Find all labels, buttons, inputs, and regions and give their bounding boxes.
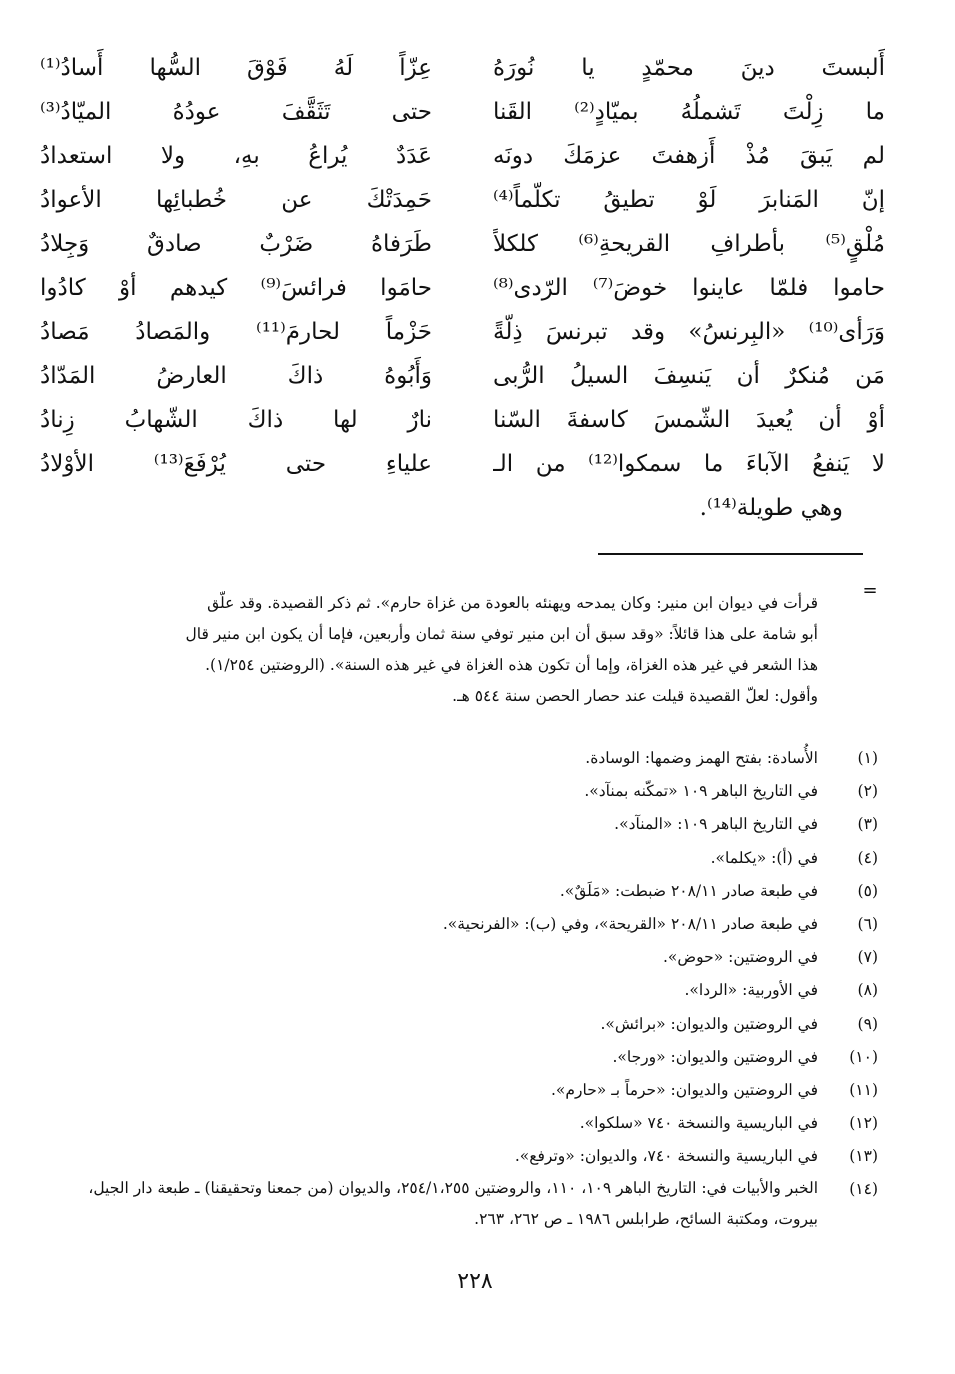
verse-first-hemistich: مُلْقٍ⁽⁵⁾ بأطرافِ القريحةِ⁽⁶⁾ كلكلاً [493, 231, 885, 257]
footnote-continuation [68, 588, 818, 712]
verse-first-hemistich: أَلبستَ دينَ محمّدٍ يا نُورَهُ [493, 55, 885, 81]
footnote-text: في الروضتين: «حوض». [662, 948, 818, 967]
footnote-item [62, 1140, 878, 1173]
verse-first-hemistich: أوْ أن يُعيدَ الشّمسَ كاسفةَ السّنا [493, 407, 885, 433]
footnote-text: في التاريخ الباهر ١٠٩: «المنآد». [614, 815, 818, 834]
footnote-text: الأُسادة: بفتح الهمز وضمها: الوسادة. [585, 749, 818, 767]
verse-second-hemistich: عَدَدٌ يُراعُ بهِ، ولا استعدادُ [40, 143, 432, 169]
footnote-text: في الروضتين والديوان: «ورجا». [612, 1047, 818, 1066]
footnote-item [62, 1041, 878, 1074]
footnote-number: (٢) [857, 782, 878, 801]
poem-verse [40, 268, 885, 308]
poem-verse [40, 400, 885, 440]
footnote-number: (١) [857, 749, 878, 767]
verse-second-hemistich: حتى تَثَقَّفَ عودُهُ الميّادُ⁽³⁾ [40, 99, 432, 125]
footnote-continuation-line: وأقول: لعلّ القصيدة قيلت عند حصار الحصن سنة ٥٤٤ هـ. [452, 687, 818, 705]
verse-second-hemistich: نارٌ لها ذاكَ الشّهابُ زِنادُ [40, 407, 432, 433]
footnote-number: (١٣) [849, 1147, 878, 1166]
footnote-separator [598, 553, 863, 555]
footnote-number: (٤) [857, 848, 878, 867]
footnote-number: (١٠) [849, 1047, 878, 1066]
verse-second-hemistich: حَزْماً لحارمَ⁽¹¹⁾ والمَصادُ مَصادُ [40, 319, 432, 345]
poem-verse [40, 444, 885, 484]
footnote-number: (٩) [857, 1014, 878, 1033]
footnote-item [62, 974, 878, 1007]
poem-verse [40, 136, 885, 176]
footnotes-list [62, 742, 878, 1235]
footnote-number: (١٢) [849, 1114, 878, 1133]
verse-first-hemistich: مَن مُنكرٌ أن يَنسِفَ السيلُ الرُّبى [493, 363, 885, 389]
poem-block [40, 48, 885, 528]
footnote-number: (٥) [857, 881, 878, 900]
footnote-item [62, 941, 878, 974]
poem-closing-line [40, 488, 885, 528]
verse-second-hemistich: علياءِ حتى يُرْفَعَ⁽¹³⁾ الأوْلادُ [40, 451, 432, 477]
footnote-number: (٣) [857, 815, 878, 834]
verse-first-hemistich: إنّ المَنابرَ لَوْ تطيقُ تكلّماً⁽⁴⁾ [493, 187, 885, 213]
verse-second-hemistich: وَأَبُوهُ ذاكَ العارضُ المَدّادُ [40, 363, 432, 389]
poem-verse [40, 180, 885, 220]
verse-second-hemistich: عِزّاً لَهُ فَوْقَ السُّها أَسادُ⁽¹⁾ [40, 55, 432, 81]
verse-second-hemistich: طَرَفاهُ ضَرْبٌ صادقٌ وَجِلادُ [40, 231, 432, 257]
footnote-item [62, 1008, 878, 1041]
footnote-text: الخبر والأبيات في: التاريخ الباهر ١٠٩، ١١٠، والروضتين ٢٥٤/١،٢٥٥، والديوان (من جمعنا وتحقيقنا) ـ طبعة دار الجيل، بيروت، ومكتبة السائح، طرابلس ١٩٨٦ ـ ص ٢٦٢، ٢٦٣. [88, 1179, 818, 1229]
verse-first-hemistich: لم يَبقَ مُذْ أَزهفتَ عزمَكَ دونَه [493, 143, 885, 169]
footnote-item [62, 908, 878, 941]
footnote-number: (٨) [857, 981, 878, 1000]
verse-first-hemistich: ما زِلْتَ تَشملُهُ بميّادٍ⁽²⁾ القَنا [493, 99, 885, 125]
footnote-continuation-line: هذا الشعر في غير هذه الغزاة، وإما أن تكون هذه الغزاة في غير هذه السنة». (الروضتين ١/٢٥٤). [205, 656, 818, 674]
poem-verse [40, 92, 885, 132]
footnote-text: في طبعة صادر ٢٠٨/١١ ضبطت: «مَلَقٌ». [559, 881, 818, 900]
footnote-text: في الروضتين والديوان: «حرماً بـ «حارم». [550, 1080, 818, 1099]
verse-second-hemistich: حامَوا فرائسَ⁽⁹⁾ كيدهم أوْ كادُوا [40, 275, 432, 301]
footnote-text: في الباريسية والنسخة ٧٤٠ «سلكوا». [579, 1114, 818, 1133]
footnote-text: في الروضتين والديوان: «برائش». [600, 1014, 818, 1033]
footnote-text: في الباريسية والنسخة ٧٤٠، والديوان: «وترفع». [514, 1147, 818, 1166]
footnote-continuation-line: أبو شامة على هذا قائلاً: «وقد سبق أن ابن منير توفي سنة ثمان وأربعين، فإما أن يكون ابن منير قال [185, 625, 818, 643]
footnote-number: (١٤) [849, 1180, 878, 1199]
footnote-number: (١١) [849, 1080, 878, 1099]
page-number: ٢٢٨ [457, 1269, 493, 1294]
footnote-text: في (أ): «يكلما». [710, 848, 818, 867]
footnote-item [62, 1173, 878, 1235]
footnote-item [62, 875, 878, 908]
footnote-item [62, 742, 878, 775]
verse-first-hemistich: حاموا فلمّا عاينوا خوضَ⁽⁷⁾ الرّدى⁽⁸⁾ [493, 275, 885, 301]
footnote-continuation-line: قرأت في ديوان ابن منير: وكان يمدحه ويهنئه بالعودة من غزاة حارم». ثم ذكر القصيدة. وقد علّق [207, 594, 818, 612]
poem-verse [40, 48, 885, 88]
footnote-text: في التاريخ الباهر ١٠٩ «تمكّنه بمنآد». [584, 782, 818, 801]
verse-first-hemistich: لا يَنفعُ الآباءَ ما سمكوا⁽¹²⁾ من الـ [493, 451, 885, 477]
poem-verse [40, 312, 885, 352]
footnote-item [62, 775, 878, 808]
poem-verse [40, 356, 885, 396]
poem-verse [40, 224, 885, 264]
verse-first-hemistich: وَرَأى⁽¹⁰⁾ «البِرنسُ» وقد تبرنسَ ذِلّةً [493, 319, 885, 345]
verse-second-hemistich: حَمِدَتْكَ عن خُطبائِها الأعوادُ [40, 187, 432, 213]
footnote-text: في طبعة صادر ٢٠٨/١١ «القريحة»، وفي (ب): «الفرنحية». [442, 914, 818, 933]
poem-closing-text: وهي طويلة⁽¹⁴⁾. [699, 495, 843, 521]
footnote-item [62, 1074, 878, 1107]
footnote-item [62, 1107, 878, 1140]
footnote-item [62, 808, 878, 841]
footnote-number: (٧) [857, 948, 878, 967]
footnote-number: (٦) [857, 914, 878, 933]
footnote-item [62, 842, 878, 875]
footnote-continuation-mark: = [862, 580, 878, 601]
footnote-text: في الأوربية: «الردا». [684, 981, 818, 1000]
